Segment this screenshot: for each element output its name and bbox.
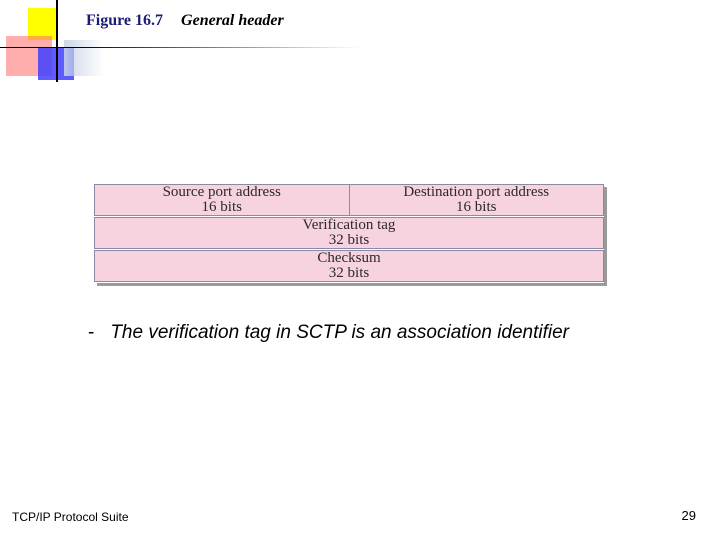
decorative-fade-square (64, 40, 104, 76)
bullet-dash: - (88, 322, 95, 343)
field-verification-tag (95, 218, 603, 248)
field-label: Checksum (317, 250, 381, 266)
decorative-vertical-line (56, 0, 58, 82)
field-size: 32 bits (328, 232, 370, 248)
header-row-verification (94, 217, 604, 249)
field-label: Verification tag (302, 217, 396, 233)
field-size: 16 bits (456, 199, 497, 215)
decorative-horizontal-line (0, 47, 360, 48)
field-checksum (95, 251, 603, 281)
bullet-point (88, 322, 569, 344)
figure-title (86, 12, 284, 30)
footer-page-number: 29 (681, 508, 696, 523)
field-source-port (95, 185, 349, 215)
bullet-text: The verification tag in SCTP is an association identifier (110, 322, 570, 343)
field-label: Destination port address (403, 184, 550, 200)
field-size: 32 bits (328, 265, 370, 281)
field-destination-port (349, 185, 604, 215)
field-label: Source port address (162, 184, 281, 200)
header-row-ports (94, 184, 604, 216)
figure-name: General header (181, 12, 284, 29)
figure-number: Figure 16.7 (86, 12, 164, 29)
header-row-checksum (94, 250, 604, 282)
footer-course-title: TCP/IP Protocol Suite (12, 510, 129, 524)
sctp-general-header-diagram (94, 184, 604, 283)
field-size: 16 bits (201, 199, 242, 215)
